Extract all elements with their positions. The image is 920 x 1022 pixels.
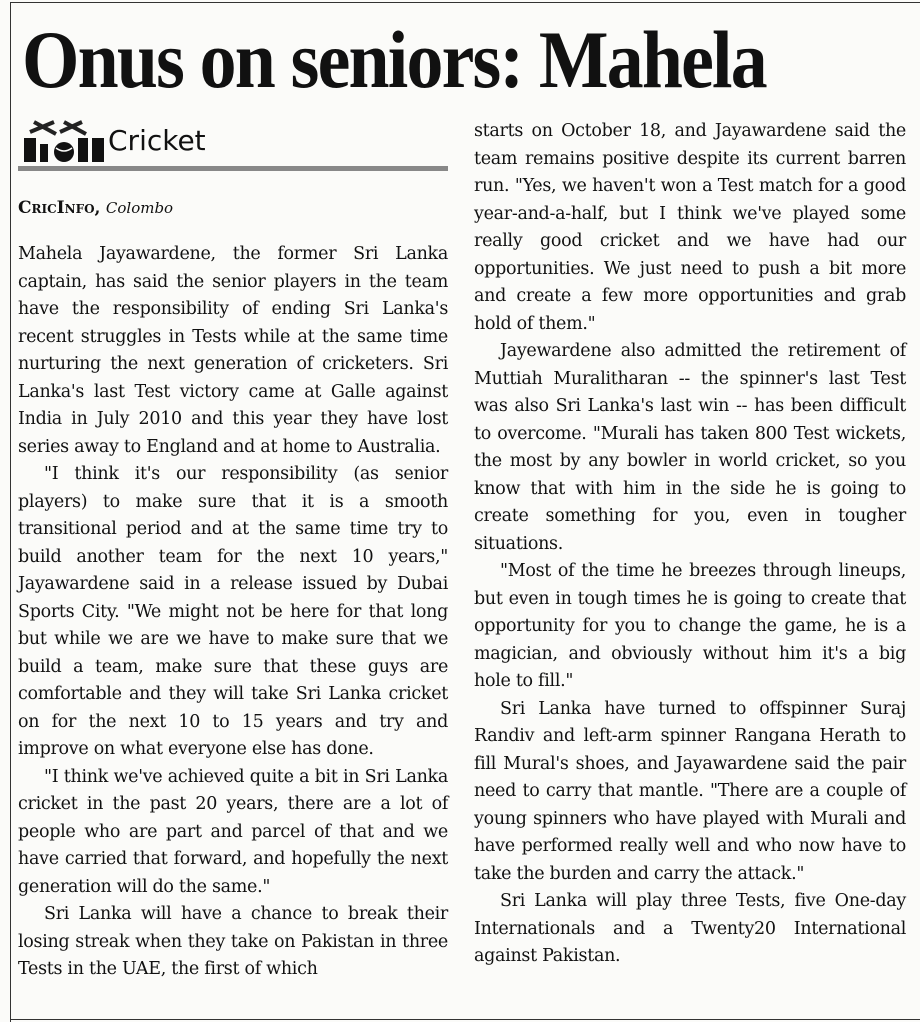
left-rule <box>10 2 11 1022</box>
column-2-text <box>474 118 906 971</box>
section-rule <box>18 166 448 171</box>
byline-place: Colombo <box>105 199 174 217</box>
column-2 <box>474 118 906 971</box>
bottom-rule <box>10 1019 920 1020</box>
section-rubric <box>18 118 448 166</box>
paragraph: "I think it's our responsibility (as senior players) to make sure that it is a smooth transitional period and at the same time try to build another team for the next 10 years," Jayawardene said in a release issued by Dubai Sports City. "We might not be here for that long but while we are we have to make sure that we build a team, make sure that these guys are comfortable and they will take Sri Lanka cricket on for the next 10 to 15 years and try and improve on what everyone else has done. <box>18 464 448 759</box>
paragraph: Sri Lanka will play three Tests, five One-day Internationals and a Twenty20 International against Pakistan. <box>474 891 906 966</box>
paragraph: "Most of the time he breezes through lineups, but even in tough times he is going to create that opportunity for you to change the game, he is a magician, and obviously without him it's a big hole to fill." <box>474 561 906 691</box>
section-label: Cricket <box>108 124 206 157</box>
paragraph: Jayewardene also admitted the retirement of Muttiah Muralitharan -- the spinner's last Test was also Sri Lanka's last win -- has been difficult to overcome. "Murali has taken 800 Test wickets, the most by any bowler in world cricket, so you know that with him in the side he is going to create something for you, even in tougher situations. <box>474 341 906 554</box>
column-1 <box>18 118 448 984</box>
paragraph: starts on October 18, and Jayawardene said the team remains positive despite its current barren run. "Yes, we haven't won a Test match for a good year-and-a-half, but I think we've played some really good cricket and we have had our opportunities. We just need to push a bit more and create a few more opportunities and grab hold of them." <box>474 121 906 334</box>
byline <box>18 197 448 219</box>
column-1-text <box>18 241 448 984</box>
top-rule <box>10 2 920 3</box>
paragraph: Mahela Jayawardene, the former Sri Lanka captain, has said the senior players in the team have the responsibility of ending Sri Lanka's recent struggles in Tests while at the same time nurturing the next generation of cricketers. Sri Lanka's last Test victory came at Galle against India in July 2010 and this year they have lost series away to England and at home to Australia. <box>18 244 448 457</box>
cricket-logo-icon <box>20 120 112 164</box>
headline: Onus on seniors: Mahela <box>22 14 766 105</box>
paragraph: Sri Lanka have turned to offspinner Suraj Randiv and left-arm spinner Rangana Herath to fill Mural's shoes, and Jayawardene said the pair need to carry that mantle. "There are a couple of young spinners who have played with Murali and have performed really well and who now have to take the burden and carry the attack." <box>474 698 906 884</box>
paragraph: Sri Lanka will have a chance to break their losing streak when they take on Pakistan in three Tests in the UAE, the first of which <box>18 904 448 979</box>
byline-agency: CricInfo, <box>18 198 101 218</box>
paragraph: "I think we've achieved quite a bit in Sri Lanka cricket in the past 20 years, there are a lot of people who are part and parcel of that and we have carried that forward, and hopefully the next generation will do the same." <box>18 766 448 897</box>
